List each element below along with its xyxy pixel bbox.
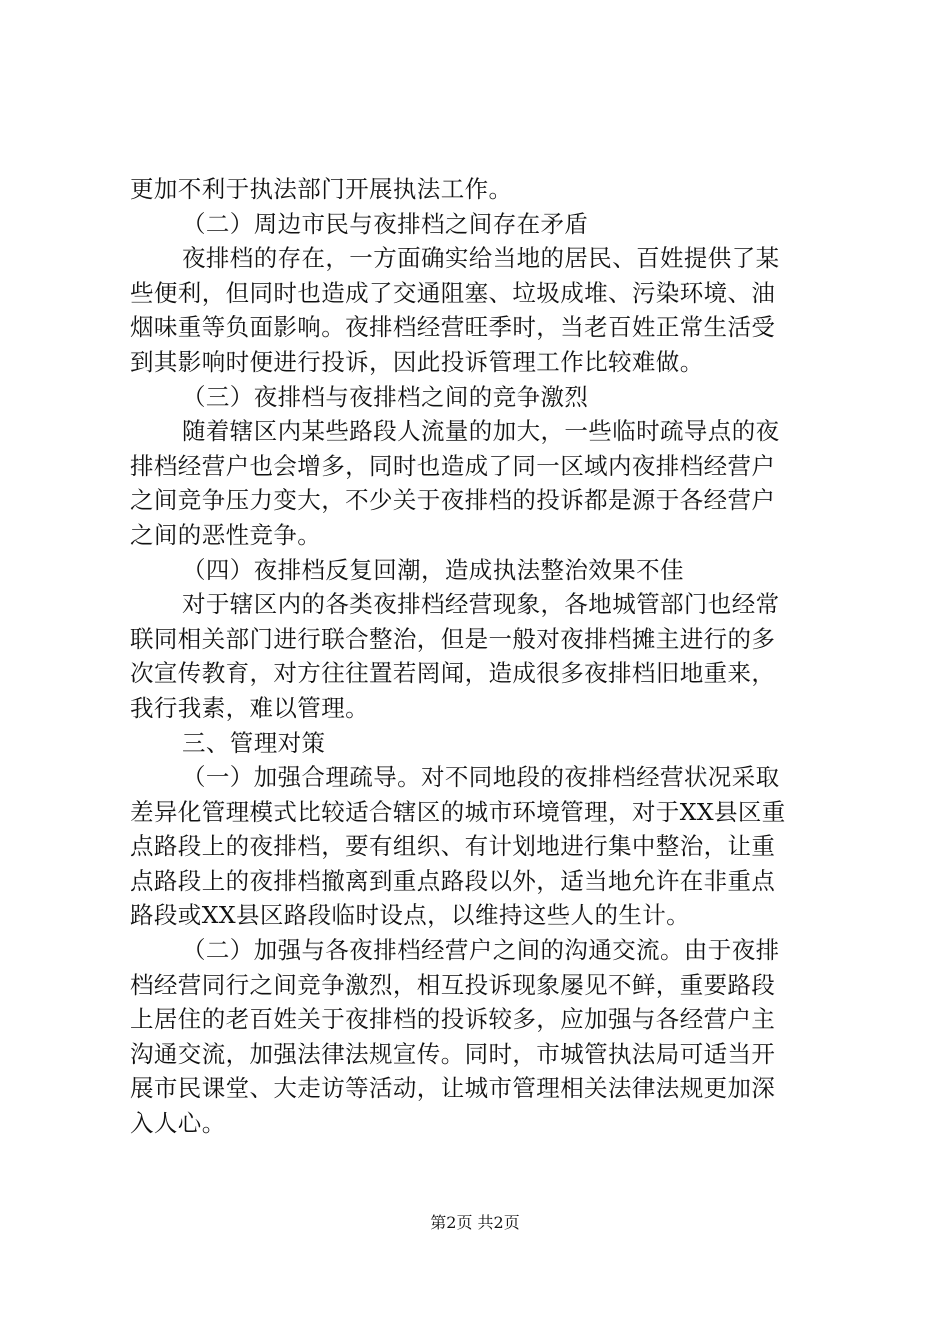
text-line: 入人心。 — [130, 1109, 226, 1138]
text-line: 次宣传教育，对方往往置若罔闻，造成很多夜排档旧地重来， — [130, 659, 776, 688]
section-heading: （四）夜排档反复回潮，造成执法整治效果不佳 — [182, 555, 684, 584]
text-line: 随着辖区内某些路段人流量的加大，一些临时疏导点的夜 — [182, 417, 780, 446]
text-line: 夜排档的存在，一方面确实给当地的居民、百姓提供了某 — [182, 244, 780, 273]
text-line: 档经营同行之间竞争激烈，相互投诉现象屡见不鲜，重要路段 — [130, 970, 776, 999]
text-line: 之间竞争压力变大，不少关于夜排档的投诉都是源于各经营户 — [130, 486, 776, 515]
text-line: 更加不利于执法部门开展执法工作。 — [130, 175, 513, 203]
text-line: 差异化管理模式比较适合辖区的城市环境管理，对于XX县区重 — [130, 797, 786, 826]
page-number-footer: 第2页 共2页 — [430, 1213, 520, 1232]
text-line: 之间的恶性竞争。 — [130, 520, 322, 549]
text-line: 排档经营户也会增多，同时也造成了同一区域内夜排档经营户 — [130, 451, 776, 480]
text-line: 路段或XX县区路段临时设点，以维持这些人的生计。 — [130, 901, 691, 930]
text-line: 烟味重等负面影响。夜排档经营旺季时，当老百姓正常生活受 — [130, 313, 776, 342]
text-line: 些便利，但同时也造成了交通阻塞、垃圾成堆、污染环境、油 — [130, 278, 776, 307]
text-line: 点路段上的夜排档，要有组织、有计划地进行集中整治，让重 — [130, 832, 776, 861]
section-heading: （二）周边市民与夜排档之间存在矛盾 — [182, 209, 589, 238]
text-line: 沟通交流，加强法律法规宣传。同时，市城管执法局可适当开 — [130, 1039, 776, 1068]
text-line: 上居住的老百姓关于夜排档的投诉较多，应加强与各经营户主 — [130, 1005, 776, 1034]
text-line: 到其影响时便进行投诉，因此投诉管理工作比较难做。 — [130, 347, 704, 376]
document-body — [130, 172, 830, 1141]
text-line: 对于辖区内的各类夜排档经营现象，各地城管部门也经常 — [182, 590, 780, 619]
text-line: （一）加强合理疏导。对不同地段的夜排档经营状况采取 — [182, 763, 780, 792]
section-heading: （三）夜排档与夜排档之间的竞争激烈 — [182, 382, 589, 411]
text-line: 联同相关部门进行联合整治，但是一般对夜排档摊主进行的多 — [130, 624, 776, 653]
section-heading: 三、管理对策 — [182, 728, 326, 757]
text-line: 展市民课堂、大走访等活动，让城市管理相关法律法规更加深 — [130, 1074, 776, 1103]
text-line: 点路段上的夜排档撤离到重点路段以外，适当地允许在非重点 — [130, 866, 776, 895]
text-line: （二）加强与各夜排档经营户之间的沟通交流。由于夜排 — [182, 936, 780, 965]
text-line: 我行我素，难以管理。 — [130, 693, 369, 722]
